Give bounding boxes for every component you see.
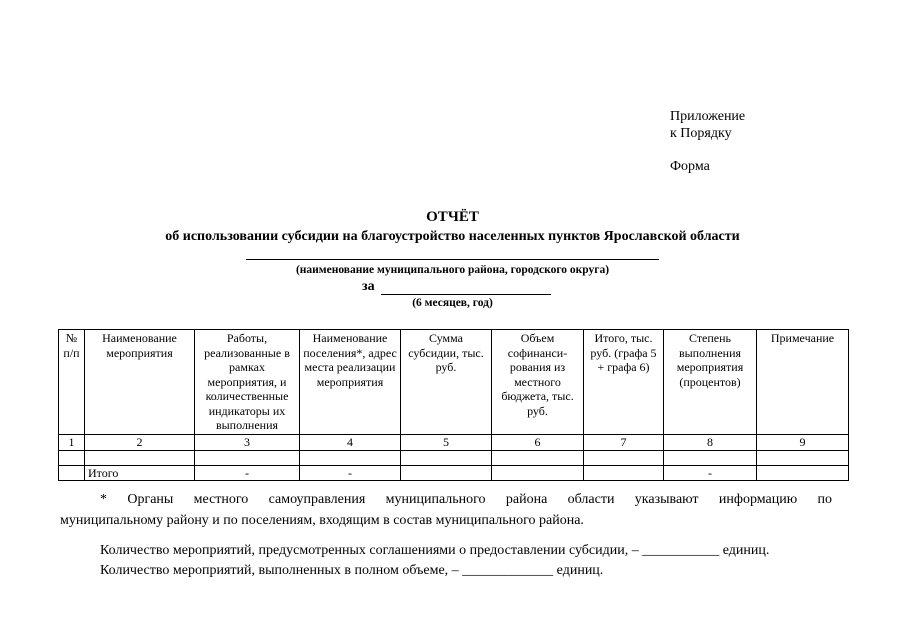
period-prefix: за	[362, 279, 375, 294]
total-cell	[584, 465, 664, 481]
total-cell	[59, 465, 85, 481]
header-cell: Итого, тыс. руб. (графа 5 + графа 6)	[584, 330, 664, 435]
column-number: 6	[492, 435, 584, 451]
municipality-blank-line	[246, 259, 659, 260]
table-cell	[664, 450, 757, 465]
header-cell: Работы, реализованные в рамках мероприятия, и количественные индикаторы их выполнения	[195, 330, 300, 435]
table-cell	[300, 450, 401, 465]
report-table	[58, 329, 849, 481]
table-row	[59, 450, 849, 465]
appendix-block	[670, 108, 745, 142]
count-completed: Количество мероприятий, выполненных в полном объеме, – _____________ единиц.	[100, 563, 604, 578]
header-cell: Сумма субсидии, тыс. руб.	[401, 330, 492, 435]
header-cell: Объем софинанси-рования из местного бюджета, тыс. руб.	[492, 330, 584, 435]
total-cell: -	[300, 465, 401, 481]
municipality-caption: (наименование муниципального района, городского округа)	[295, 264, 610, 276]
total-cell: -	[195, 465, 300, 481]
table-header-row	[59, 330, 849, 435]
column-number-row	[59, 435, 849, 451]
table-cell	[85, 450, 195, 465]
total-cell: -	[664, 465, 757, 481]
table-cell	[401, 450, 492, 465]
period-blank-line	[381, 279, 551, 295]
table-cell	[59, 450, 85, 465]
count-planned: Количество мероприятий, предусмотренных соглашениями о предоставлении субсидии, – ___________ единиц.	[100, 543, 770, 558]
period-row	[362, 279, 551, 295]
form-label: Форма	[670, 159, 710, 174]
total-cell	[757, 465, 849, 481]
column-number: 5	[401, 435, 492, 451]
column-number: 4	[300, 435, 401, 451]
column-number: 1	[59, 435, 85, 451]
total-label: Итого	[85, 465, 195, 481]
footnote-line-1: * Органы местного самоуправления муниципального района области указывают информацию по	[100, 492, 832, 507]
footnote	[60, 489, 832, 531]
total-cell	[492, 465, 584, 481]
period-caption: (6 месяцев, год)	[412, 297, 493, 309]
table-cell	[492, 450, 584, 465]
appendix-line-1: Приложение	[670, 109, 746, 124]
column-number: 8	[664, 435, 757, 451]
column-number: 2	[85, 435, 195, 451]
column-number: 7	[584, 435, 664, 451]
header-cell: Степень выполнения мероприятия (процентов)	[664, 330, 757, 435]
footnote-line-2: муниципальному району и по поселениям, входящим в состав муниципального района.	[60, 513, 584, 528]
table-cell	[195, 450, 300, 465]
header-cell: Наименование поселения*, адрес места реализации мероприятия	[300, 330, 401, 435]
table-cell	[757, 450, 849, 465]
total-cell	[401, 465, 492, 481]
header-cell: № п/п	[59, 330, 85, 435]
column-number: 9	[757, 435, 849, 451]
header-cell: Наименование мероприятия	[85, 330, 195, 435]
header-cell: Примечание	[757, 330, 849, 435]
appendix-line-2: к Порядку	[670, 126, 732, 141]
report-subtitle: об использовании субсидии на благоустройство населенных пунктов Ярославской области	[165, 229, 740, 244]
total-row	[59, 465, 849, 481]
table-cell	[584, 450, 664, 465]
report-title: ОТЧЁТ	[426, 209, 479, 225]
column-number: 3	[195, 435, 300, 451]
